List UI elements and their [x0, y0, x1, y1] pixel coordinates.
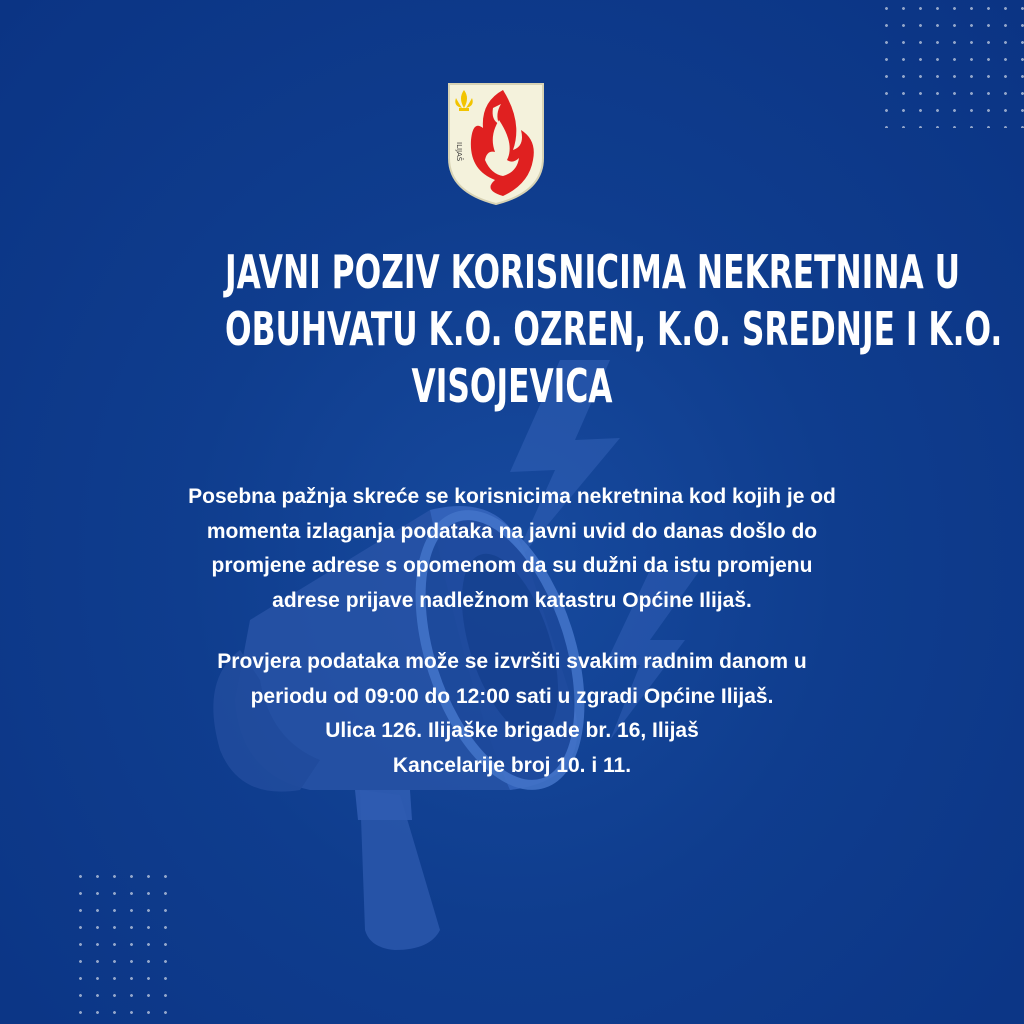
title-line: VISOJEVICA: [411, 359, 613, 413]
title-line: OBUHVATU K.O. OZREN, K.O. SREDNJE I K.O.: [225, 302, 1003, 356]
municipal-coat-of-arms-icon: [443, 80, 549, 208]
dot-grid-top-right: [878, 0, 1024, 128]
megaphone-icon: [180, 320, 740, 960]
title-line: JAVNI POZIV KORISNICIMA NEKRETNINA U: [225, 245, 961, 299]
notice-line: Posebna pažnja skreće se korisnicima nekretnina kod kojih je od: [188, 485, 836, 508]
details-line: Provjera podataka može se izvršiti svakim radnim danom u: [217, 650, 807, 673]
notice-line: promjene adrese s opomenom da su dužni da istu promjenu: [211, 554, 813, 577]
notice-line: momenta izlaganja podataka na javni uvid do danas došlo do: [206, 519, 818, 543]
logo-side-text: ILIJAŠ: [455, 142, 463, 162]
notice-line: adrese prijave nadležnom katastru Općine Ilijaš.: [272, 588, 752, 612]
details-line: periodu od 09:00 do 12:00 sati u zgradi Općine Ilijaš.: [250, 684, 774, 708]
details-paragraph: [62, 645, 962, 783]
announcement-title: [225, 244, 1003, 415]
office-line: Kancelarije broj 10. i 11.: [392, 753, 632, 777]
dot-grid-bottom-left: [72, 868, 176, 1024]
address-line: Ulica 126. Ilijaške brigade br. 16, Ilijaš: [325, 719, 699, 742]
notice-paragraph: [62, 480, 962, 618]
